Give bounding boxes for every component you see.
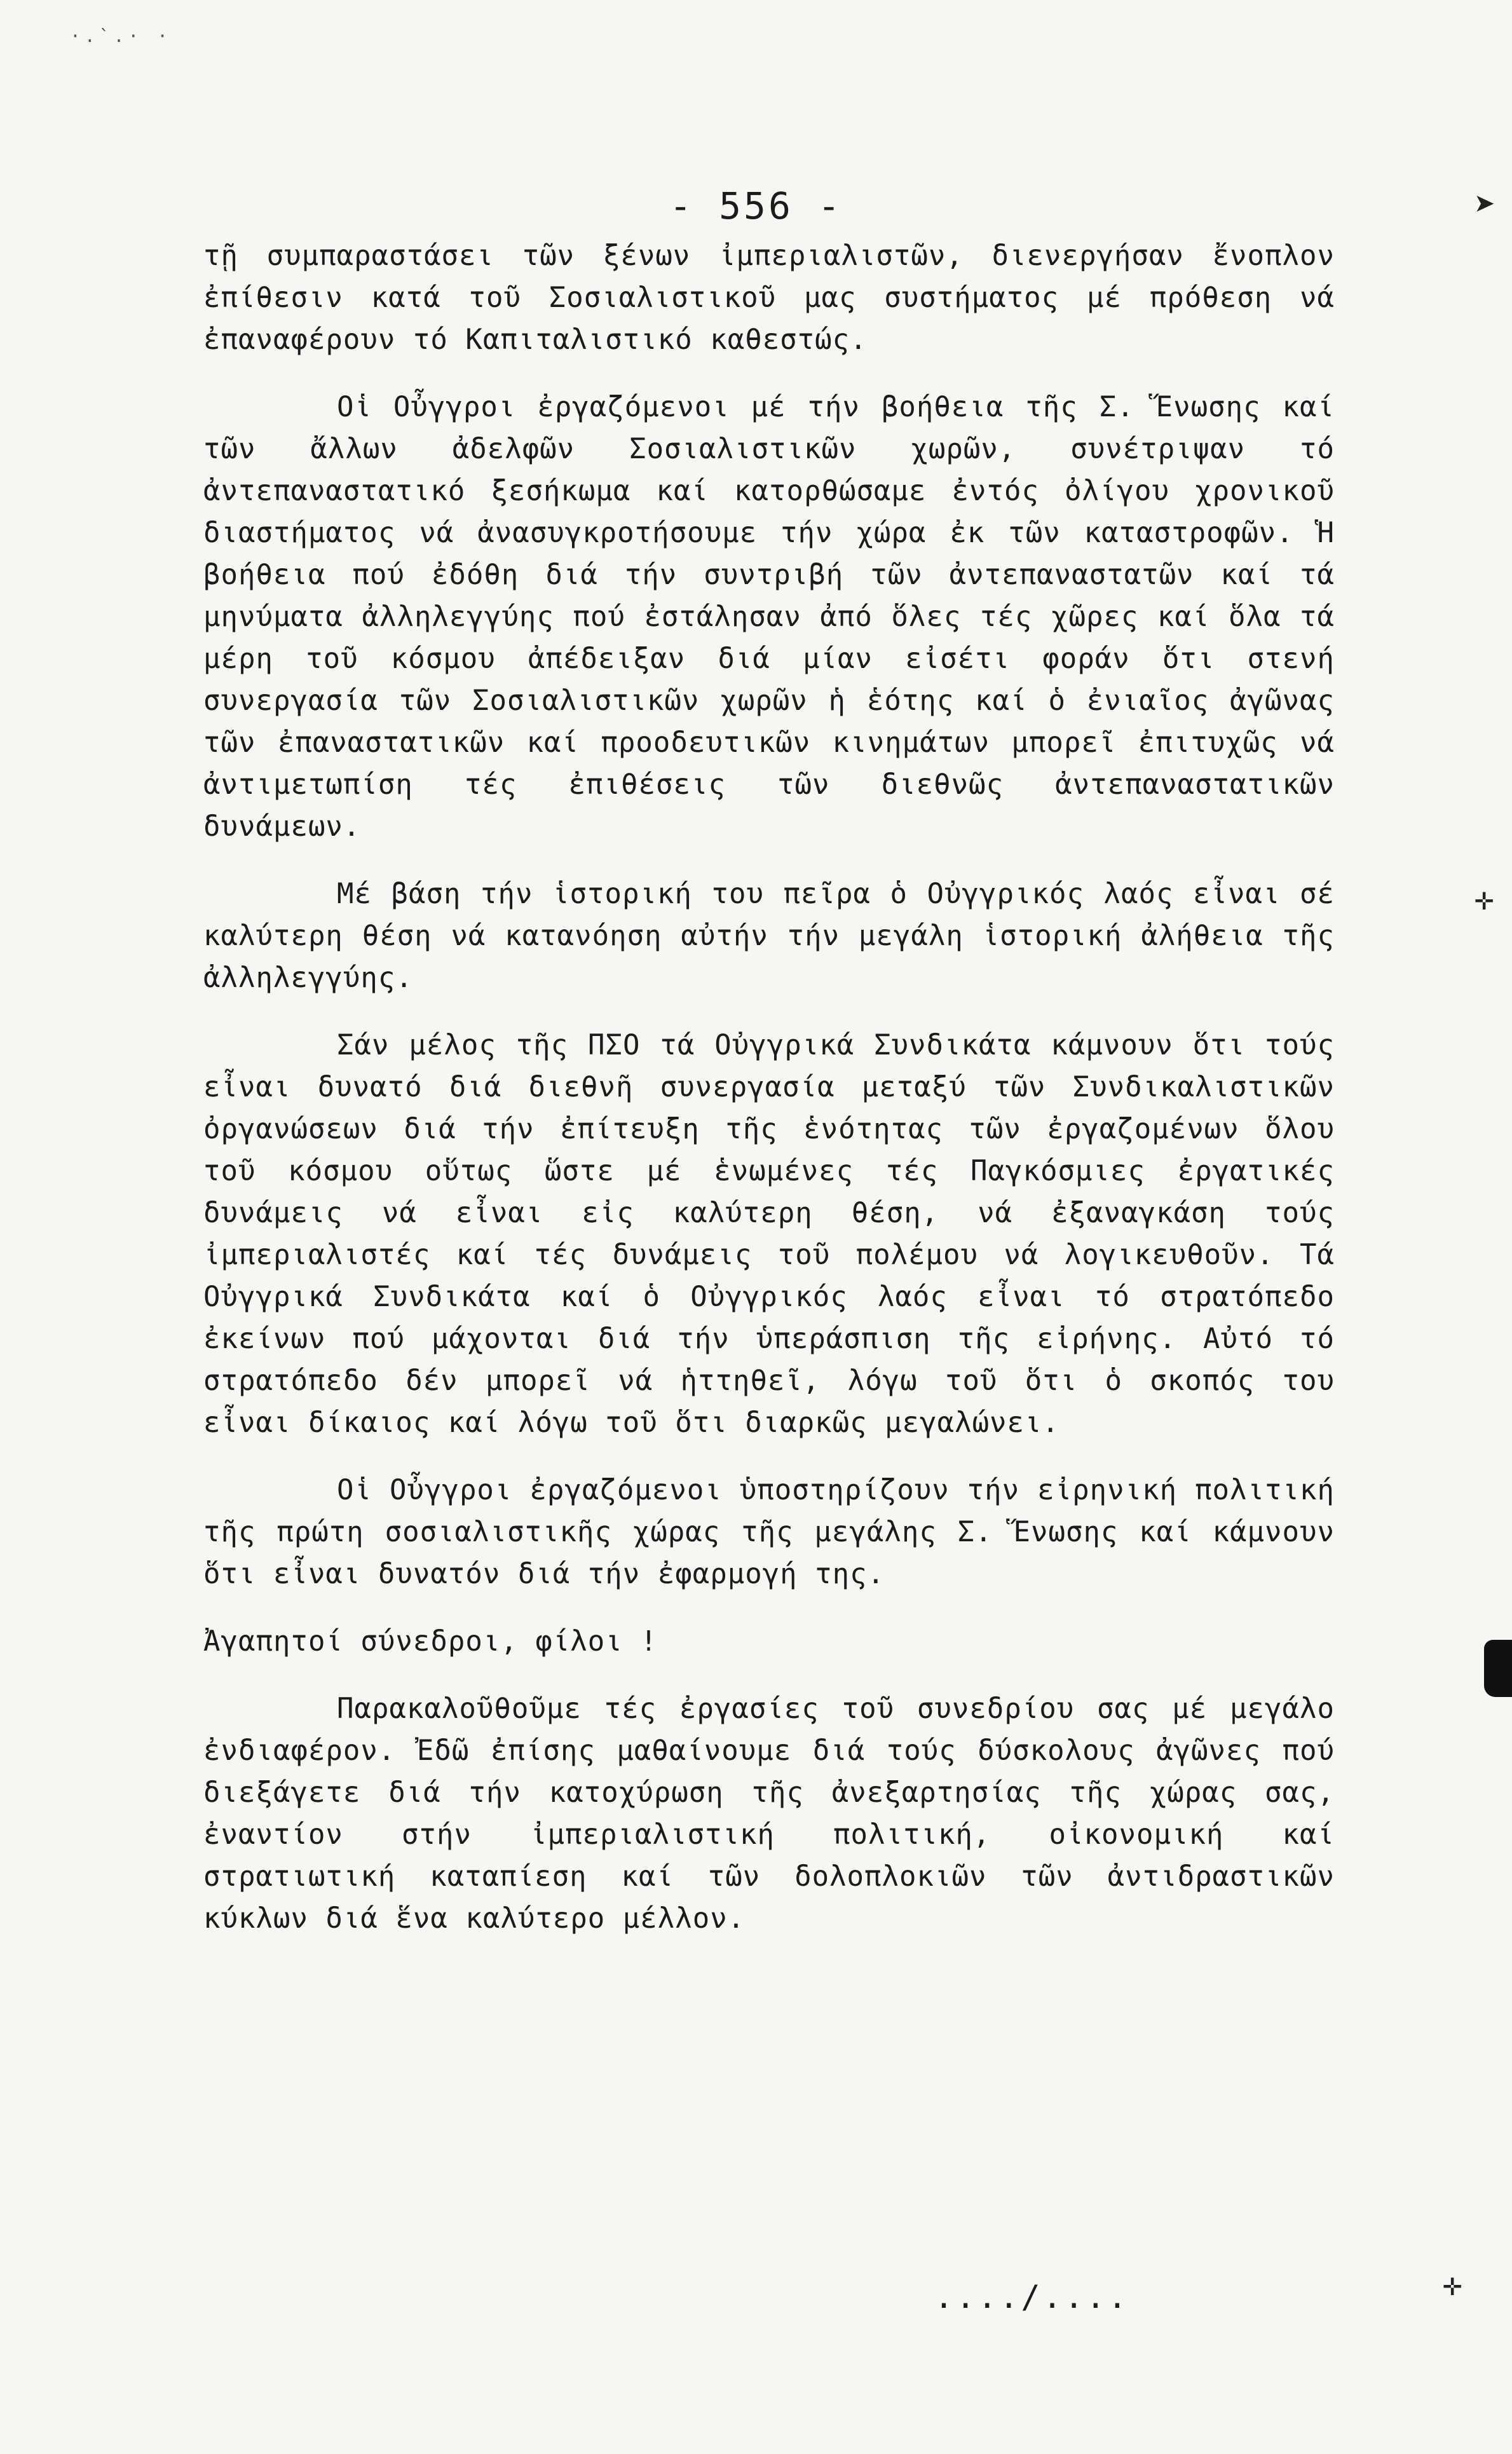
scan-plus-mark-icon: ✛ — [1443, 2266, 1462, 2303]
scan-specks: ·.`.· · — [70, 25, 172, 46]
paragraph: Σάν μέλος τῆς ΠΣΟ τά Οὐγγρικά Συνδικάτα κάμνουν ὅτι τούς εἶναι δυνατό διά διεθνῆ συνεργασία μεταξύ τῶν Συνδικαλιστικῶν ὀργανώσεων διά τήν ἐπίτευξη τῆς ἑνότητας τῶν ἐργαζομένων ὅλου τοῦ κόσμου οὕτως ὥστε μέ ἑνωμένες τές Παγκόσμιες ἐργατικές δυνάμεις νά εἶναι εἰς καλύτερη θέση, νά ἐξαναγκάση τούς ἰμπεριαλιστές καί τές δυνάμεις τοῦ πολέμου νά λογικευθοῦν. Τά Οὐγγρικά Συνδικάτα καί ὁ Οὐγγρικός λαός εἶναι τό στρατόπεδο ἐκείνων πού μάχονται διά τήν ὑπεράσπιση τῆς εἰρήνης. Αὐτό τό στρατόπεδο δέν μπορεῖ νά ἡττηθεῖ, λόγω τοῦ ὅτι ὁ σκοπός του εἶναι δίκαιος καί λόγω τοῦ ὅτι διαρκῶς μεγαλώνει. — [203, 1029, 1335, 1439]
scan-arrow-mark-icon: ➤ — [1475, 184, 1496, 226]
continuation-mark: ..../.... — [934, 2279, 1129, 2315]
scan-plus-mark-icon: ✛ — [1475, 880, 1494, 917]
salutation: Ἀγαπητοί σύνεδροι, φίλοι ! — [203, 1625, 658, 1658]
page-number: - 556 - — [669, 184, 843, 228]
paragraph: Οἱ Οὖγγροι ἐργαζόμενοι μέ τήν βοήθεια τῆς Σ. Ἕνωσης καί τῶν ἄλλων ἀδελφῶν Σοσιαλιστικῶν χωρῶν, συνέτριψαν τό ἀντεπαναστατικό ξεσήκωμα καί κατορθώσαμε ἐντός ὀλίγου χρονικοῦ διαστήματος νά ἀνασυγκροτήσουμε τήν χώρα ἐκ τῶν καταστροφῶν. Ἡ βοήθεια πού ἐδόθη διά τήν συντριβή τῶν ἀντεπαναστατῶν καί τά μηνύματα ἀλληλεγγύης πού ἐστάλησαν ἀπό ὅλες τές χῶρες καί ὅλα τά μέρη τοῦ κόσμου ἀπέδειξαν διά μίαν εἰσέτι φοράν ὅτι στενή συνεργασία τῶν Σοσιαλιστικῶν χωρῶν ἡ ἑότης καί ὁ ἐνιαῖος ἀγῶνας τῶν ἐπαναστατικῶν καί προοδευτικῶν κινημάτων μπορεῖ ἐπιτυχῶς νά ἀντιμετωπίση τές ἐπιθέσεις τῶν διεθνῶς ἀντεπαναστατικῶν δυνάμεων. — [203, 391, 1335, 843]
document-body — [203, 235, 1335, 1940]
paragraph: Οἱ Οὖγγροι ἐργαζόμενοι ὑποστηρίζουν τήν εἰρηνική πολιτική τῆς πρώτη σοσιαλιστικῆς χώρας τῆς μεγάλης Σ. Ἕνωσης καί κάμνουν ὅτι εἶναι δυνατόν διά τήν ἐφαρμογή της. — [203, 1474, 1335, 1590]
paragraph: τῇ συμπαραστάσει τῶν ξένων ἰμπεριαλιστῶν, διενεργήσαν ἔνοπλον ἐπίθεσιν κατά τοῦ Σοσιαλιστικοῦ μας συστήματος μέ πρόθεση νά ἐπαναφέρουν τό Καπιταλιστικό καθεστώς. — [203, 240, 1335, 356]
paragraph: Παρακαλοῦθοῦμε τές ἐργασίες τοῦ συνεδρίου σας μέ μεγάλο ἐνδιαφέρον. Ἐδῶ ἐπίσης μαθαίνουμε διά τούς δύσκολους ἀγῶνες πού διεξάγετε διά τήν κατοχύρωση τῆς ἀνεξαρτησίας τῆς χώρας σας, ἐναντίον στήν ἰμπεριαλιστική πολιτική, οἰκονομική καί στρατιωτική καταπίεση καί τῶν δολοπλοκιῶν τῶν ἀντιδραστικῶν κύκλων διά ἕνα καλύτερο μέλλον. — [203, 1693, 1335, 1935]
paragraph: Μέ βάση τήν ἱστορική του πεῖρα ὁ Οὐγγρικός λαός εἶναι σέ καλύτερη θέση νά κατανόηση αὐτήν τήν μεγάλη ἱστορική ἀλήθεια τῆς ἀλληλεγγύης. — [203, 878, 1335, 994]
scan-blot — [1484, 1640, 1512, 1697]
